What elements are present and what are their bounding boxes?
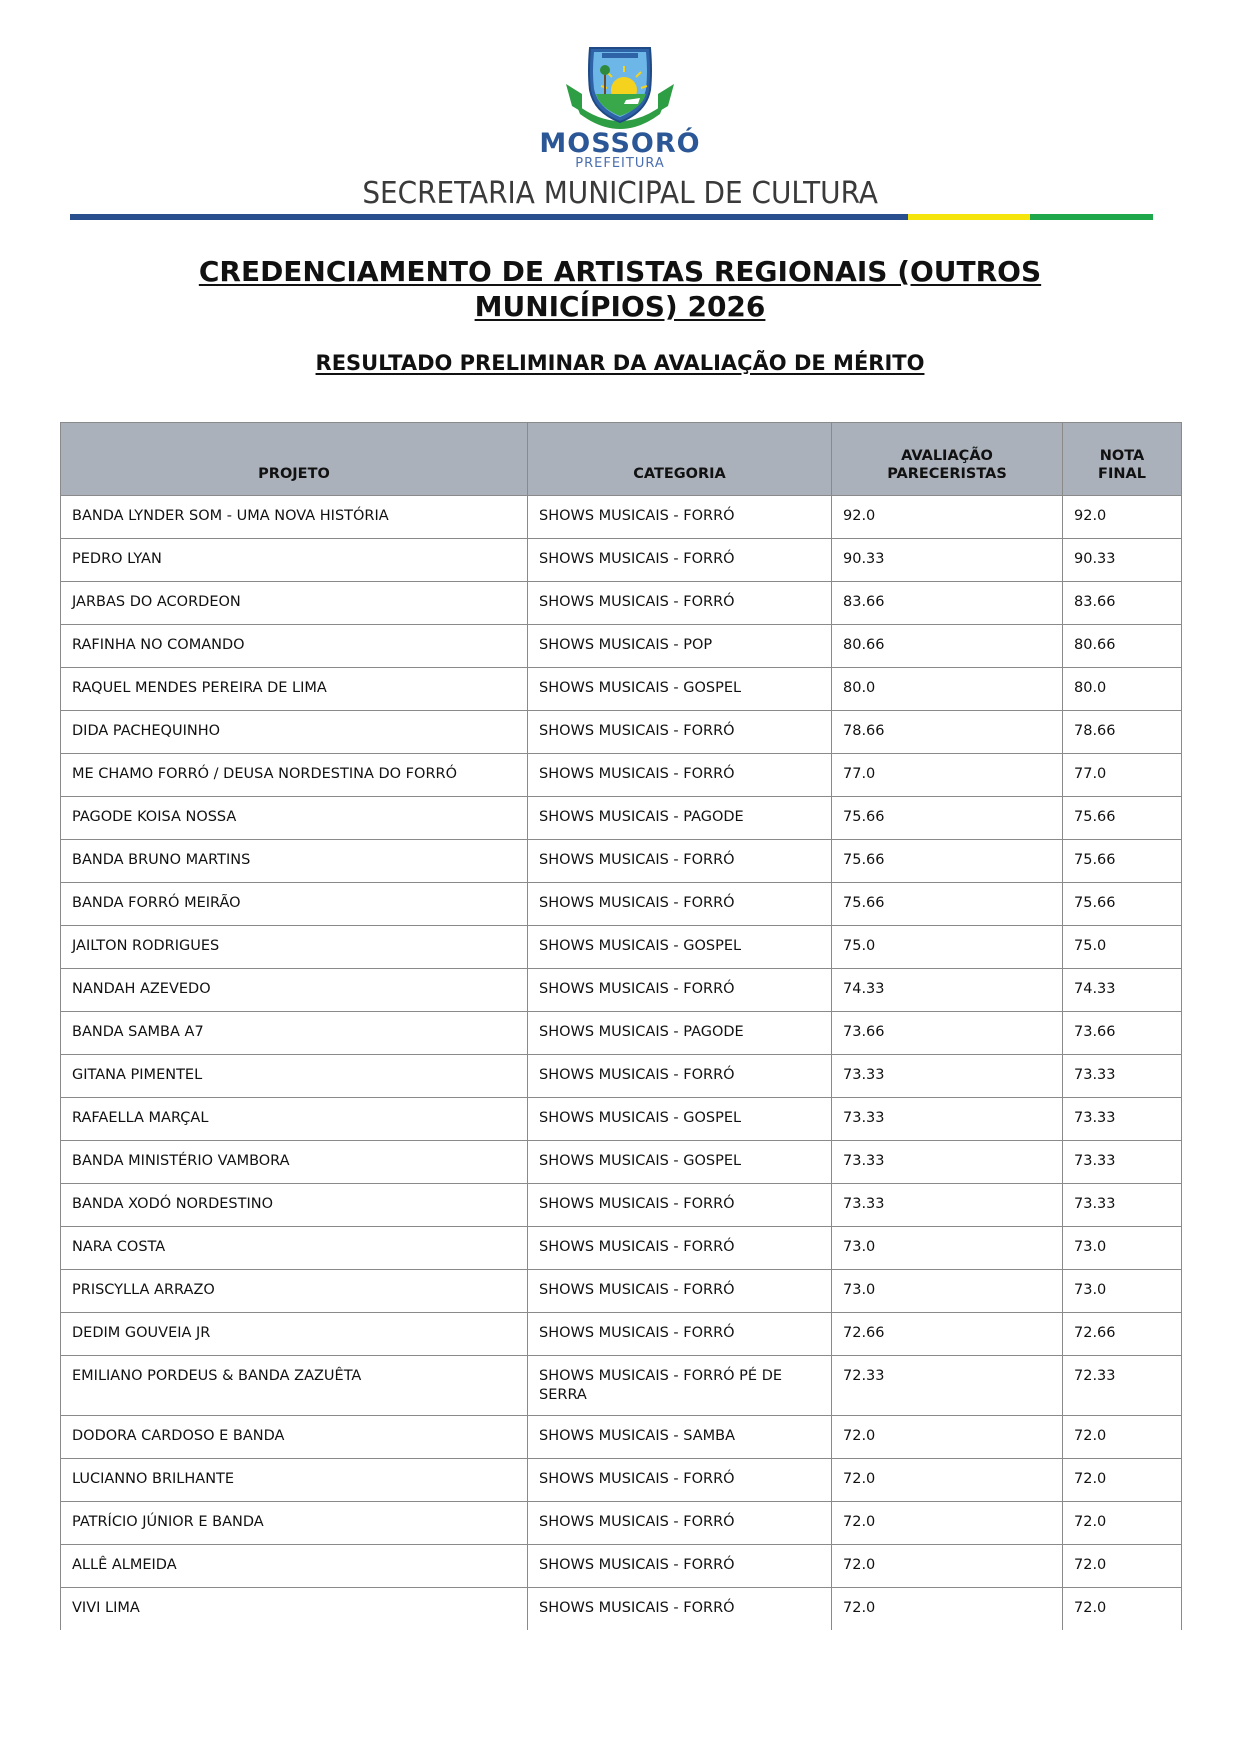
column-header-avaliacao	[832, 423, 1063, 496]
cell-categoria: SHOWS MUSICAIS - FORRÓ	[528, 1313, 832, 1356]
table-row	[61, 1012, 1182, 1055]
cell-categoria: SHOWS MUSICAIS - GOSPEL	[528, 668, 832, 711]
results-table	[60, 422, 1182, 1630]
cell-projeto: EMILIANO PORDEUS & BANDA ZAZUÊTA	[61, 1356, 528, 1416]
cell-avaliacao: 90.33	[832, 539, 1063, 582]
table-row	[61, 883, 1182, 926]
cell-projeto: GITANA PIMENTEL	[61, 1055, 528, 1098]
cell-categoria: SHOWS MUSICAIS - FORRÓ	[528, 754, 832, 797]
cell-categoria: SHOWS MUSICAIS - FORRÓ	[528, 1055, 832, 1098]
cell-categoria: SHOWS MUSICAIS - POP	[528, 625, 832, 668]
column-header-nota-final	[1063, 423, 1182, 496]
cell-categoria: SHOWS MUSICAIS - PAGODE	[528, 797, 832, 840]
cell-avaliacao: 72.0	[832, 1545, 1063, 1588]
cell-projeto: PRISCYLLA ARRAZO	[61, 1270, 528, 1313]
cell-categoria: SHOWS MUSICAIS - FORRÓ	[528, 969, 832, 1012]
cell-nota-final: 72.0	[1063, 1502, 1182, 1545]
cell-avaliacao: 92.0	[832, 496, 1063, 539]
column-header-projeto	[61, 423, 528, 496]
cell-projeto: ALLÊ ALMEIDA	[61, 1545, 528, 1588]
cell-projeto: RAQUEL MENDES PEREIRA DE LIMA	[61, 668, 528, 711]
cell-nota-final: 83.66	[1063, 582, 1182, 625]
cell-avaliacao: 83.66	[832, 582, 1063, 625]
cell-nota-final: 73.0	[1063, 1270, 1182, 1313]
cell-projeto: PATRÍCIO JÚNIOR E BANDA	[61, 1502, 528, 1545]
cell-projeto: ME CHAMO FORRÓ / DEUSA NORDESTINA DO FORRÓ	[61, 754, 528, 797]
table-row	[61, 1588, 1182, 1631]
table-row	[61, 625, 1182, 668]
brand-subtitle: PREFEITURA	[575, 156, 665, 171]
table-body	[61, 496, 1182, 1631]
column-header-categoria-label: CATEGORIA	[633, 466, 726, 482]
cell-nota-final: 73.33	[1063, 1098, 1182, 1141]
table-row	[61, 1141, 1182, 1184]
cell-avaliacao: 72.0	[832, 1459, 1063, 1502]
cell-nota-final: 75.0	[1063, 926, 1182, 969]
brand-name: MOSSORÓ	[539, 128, 701, 159]
cell-avaliacao: 74.33	[832, 969, 1063, 1012]
cell-avaliacao: 73.0	[832, 1270, 1063, 1313]
cell-nota-final: 80.0	[1063, 668, 1182, 711]
cell-categoria: SHOWS MUSICAIS - FORRÓ	[528, 1227, 832, 1270]
cell-projeto: RAFAELLA MARÇAL	[61, 1098, 528, 1141]
column-header-categoria	[528, 423, 832, 496]
table-row	[61, 1184, 1182, 1227]
department-name: SECRETARIA MUNICIPAL DE CULTURA	[362, 176, 878, 211]
cell-categoria: SHOWS MUSICAIS - FORRÓ	[528, 582, 832, 625]
document-title: CREDENCIAMENTO DE ARTISTAS REGIONAIS (OUTROS MUNICÍPIOS) 2026	[198, 255, 1042, 323]
cell-projeto: LUCIANNO BRILHANTE	[61, 1459, 528, 1502]
table-row	[61, 797, 1182, 840]
table-row	[61, 496, 1182, 539]
cell-nota-final: 73.66	[1063, 1012, 1182, 1055]
cell-categoria: SHOWS MUSICAIS - FORRÓ	[528, 711, 832, 754]
cell-categoria: SHOWS MUSICAIS - FORRÓ	[528, 1184, 832, 1227]
cell-projeto: NARA COSTA	[61, 1227, 528, 1270]
cell-avaliacao: 73.33	[832, 1141, 1063, 1184]
cell-avaliacao: 73.33	[832, 1098, 1063, 1141]
cell-nota-final: 90.33	[1063, 539, 1182, 582]
table-row	[61, 1416, 1182, 1459]
column-header-avaliacao-line2: PARECERISTAS	[887, 466, 1007, 482]
cell-avaliacao: 75.0	[832, 926, 1063, 969]
cell-categoria: SHOWS MUSICAIS - SAMBA	[528, 1416, 832, 1459]
table-row	[61, 1098, 1182, 1141]
table-row	[61, 1459, 1182, 1502]
cell-nota-final: 92.0	[1063, 496, 1182, 539]
cell-projeto: JAILTON RODRIGUES	[61, 926, 528, 969]
cell-projeto: BANDA XODÓ NORDESTINO	[61, 1184, 528, 1227]
cell-categoria: SHOWS MUSICAIS - FORRÓ	[528, 539, 832, 582]
cell-avaliacao: 78.66	[832, 711, 1063, 754]
cell-categoria: SHOWS MUSICAIS - FORRÓ	[528, 496, 832, 539]
cell-avaliacao: 73.0	[832, 1227, 1063, 1270]
cell-avaliacao: 80.0	[832, 668, 1063, 711]
color-bar-green	[1030, 214, 1153, 220]
cell-nota-final: 78.66	[1063, 711, 1182, 754]
table-row	[61, 1055, 1182, 1098]
cell-avaliacao: 72.66	[832, 1313, 1063, 1356]
cell-avaliacao: 75.66	[832, 840, 1063, 883]
column-header-projeto-label: PROJETO	[258, 466, 330, 482]
table-row	[61, 1313, 1182, 1356]
cell-avaliacao: 72.0	[832, 1416, 1063, 1459]
cell-nota-final: 73.33	[1063, 1141, 1182, 1184]
table-row	[61, 840, 1182, 883]
table-header-row	[61, 423, 1182, 496]
cell-nota-final: 74.33	[1063, 969, 1182, 1012]
cell-nota-final: 73.33	[1063, 1184, 1182, 1227]
cell-avaliacao: 73.33	[832, 1184, 1063, 1227]
table-row	[61, 1270, 1182, 1313]
cell-projeto: JARBAS DO ACORDEON	[61, 582, 528, 625]
table-row	[61, 539, 1182, 582]
cell-projeto: BANDA BRUNO MARTINS	[61, 840, 528, 883]
cell-avaliacao: 80.66	[832, 625, 1063, 668]
cell-nota-final: 72.33	[1063, 1356, 1182, 1416]
table-row	[61, 969, 1182, 1012]
cell-nota-final: 77.0	[1063, 754, 1182, 797]
cell-categoria: SHOWS MUSICAIS - FORRÓ	[528, 1270, 832, 1313]
cell-nota-final: 72.0	[1063, 1416, 1182, 1459]
cell-categoria: SHOWS MUSICAIS - FORRÓ	[528, 1545, 832, 1588]
table-row	[61, 926, 1182, 969]
cell-projeto: DIDA PACHEQUINHO	[61, 711, 528, 754]
table-row	[61, 1356, 1182, 1416]
cell-nota-final: 80.66	[1063, 625, 1182, 668]
cell-categoria: SHOWS MUSICAIS - FORRÓ	[528, 840, 832, 883]
cell-categoria: SHOWS MUSICAIS - FORRÓ	[528, 1459, 832, 1502]
cell-projeto: PAGODE KOISA NOSSA	[61, 797, 528, 840]
document-subtitle: RESULTADO PRELIMINAR DA AVALIAÇÃO DE MÉRITO	[315, 351, 925, 375]
table-row	[61, 754, 1182, 797]
cell-categoria: SHOWS MUSICAIS - FORRÓ	[528, 883, 832, 926]
cell-categoria: SHOWS MUSICAIS - FORRÓ PÉ DE SERRA	[528, 1356, 832, 1416]
cell-avaliacao: 72.0	[832, 1588, 1063, 1631]
table-row	[61, 668, 1182, 711]
cell-projeto: BANDA MINISTÉRIO VAMBORA	[61, 1141, 528, 1184]
color-bar-blue	[70, 214, 908, 220]
cell-nota-final: 75.66	[1063, 797, 1182, 840]
cell-nota-final: 75.66	[1063, 840, 1182, 883]
cell-categoria: SHOWS MUSICAIS - FORRÓ	[528, 1502, 832, 1545]
cell-projeto: DEDIM GOUVEIA JR	[61, 1313, 528, 1356]
cell-avaliacao: 72.33	[832, 1356, 1063, 1416]
cell-nota-final: 73.33	[1063, 1055, 1182, 1098]
cell-categoria: SHOWS MUSICAIS - GOSPEL	[528, 1098, 832, 1141]
cell-projeto: DODORA CARDOSO E BANDA	[61, 1416, 528, 1459]
cell-categoria: SHOWS MUSICAIS - PAGODE	[528, 1012, 832, 1055]
cell-nota-final: 72.66	[1063, 1313, 1182, 1356]
cell-nota-final: 75.66	[1063, 883, 1182, 926]
cell-nota-final: 73.0	[1063, 1227, 1182, 1270]
cell-avaliacao: 77.0	[832, 754, 1063, 797]
cell-nota-final: 72.0	[1063, 1459, 1182, 1502]
cell-categoria: SHOWS MUSICAIS - GOSPEL	[528, 1141, 832, 1184]
municipal-coat-of-arms-icon	[560, 42, 680, 134]
cell-avaliacao: 72.0	[832, 1502, 1063, 1545]
cell-categoria: SHOWS MUSICAIS - FORRÓ	[528, 1588, 832, 1631]
cell-categoria: SHOWS MUSICAIS - GOSPEL	[528, 926, 832, 969]
cell-projeto: BANDA LYNDER SOM - UMA NOVA HISTÓRIA	[61, 496, 528, 539]
table-row	[61, 1545, 1182, 1588]
cell-projeto: PEDRO LYAN	[61, 539, 528, 582]
column-header-avaliacao-line1: AVALIAÇÃO	[901, 448, 993, 464]
cell-projeto: BANDA FORRÓ MEIRÃO	[61, 883, 528, 926]
table-row	[61, 1227, 1182, 1270]
cell-projeto: NANDAH AZEVEDO	[61, 969, 528, 1012]
column-header-nota-line1: NOTA	[1099, 448, 1145, 464]
column-header-nota-line2: FINAL	[1098, 466, 1146, 482]
cell-nota-final: 72.0	[1063, 1545, 1182, 1588]
cell-projeto: RAFINHA NO COMANDO	[61, 625, 528, 668]
color-bar-yellow	[908, 214, 1030, 220]
table-row	[61, 582, 1182, 625]
table-row	[61, 1502, 1182, 1545]
table-row	[61, 711, 1182, 754]
cell-nota-final: 72.0	[1063, 1588, 1182, 1631]
cell-avaliacao: 73.33	[832, 1055, 1063, 1098]
cell-avaliacao: 73.66	[832, 1012, 1063, 1055]
header-color-bar	[70, 214, 1153, 220]
cell-projeto: VIVI LIMA	[61, 1588, 528, 1631]
cell-projeto: BANDA SAMBA A7	[61, 1012, 528, 1055]
cell-avaliacao: 75.66	[832, 797, 1063, 840]
cell-avaliacao: 75.66	[832, 883, 1063, 926]
